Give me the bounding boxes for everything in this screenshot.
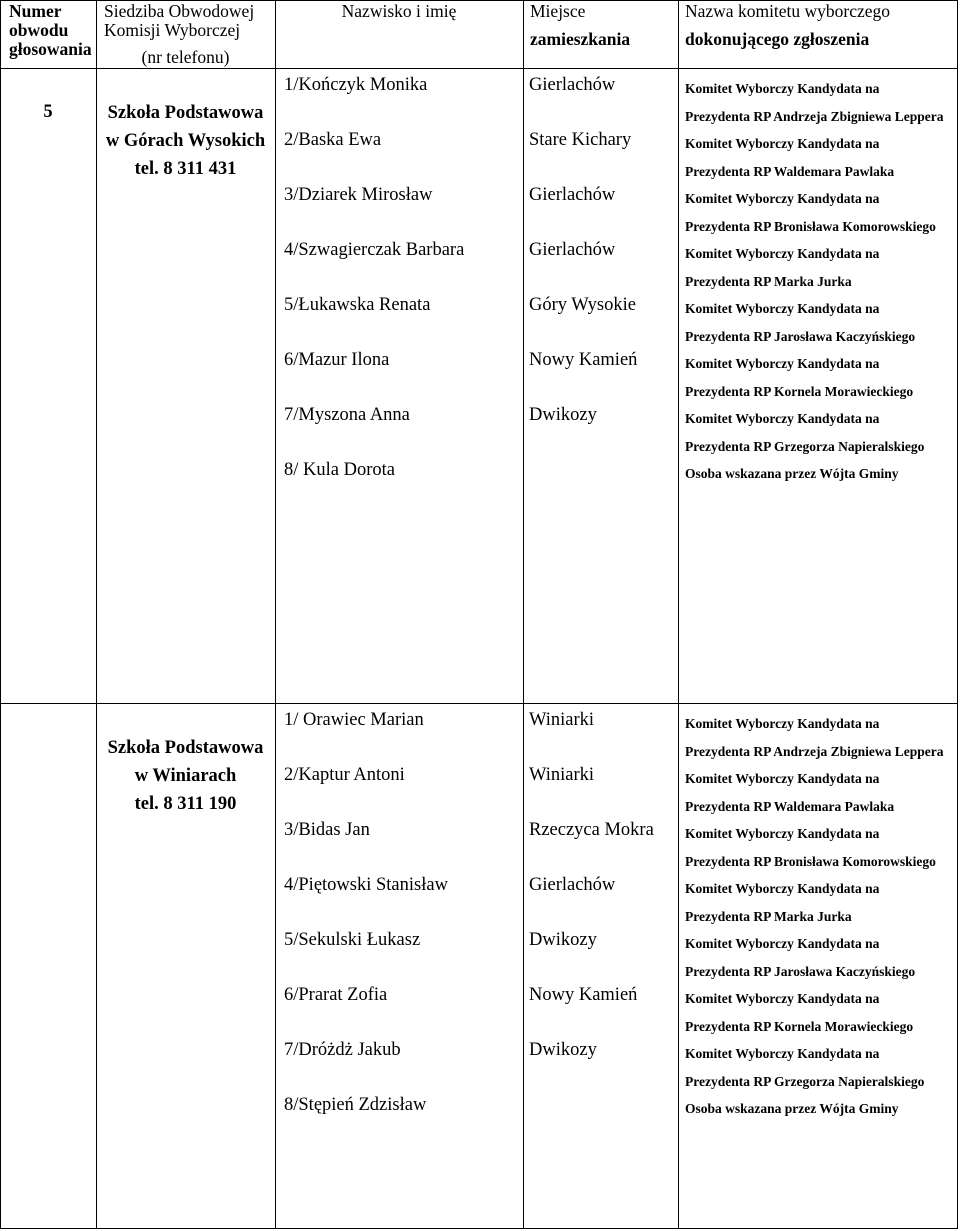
header-commission-seat [96,2,275,67]
committee-line: Komitet Wyborczy Kandydata na [685,136,880,151]
member-residence: Stare Kichary [529,130,632,150]
column-divider [523,0,524,1229]
member-residence: Gierlachów [529,875,616,895]
member-name: 2/Kaptur Antoni [284,765,405,785]
member-committee [678,240,958,295]
committee-line: Prezydenta RP Grzegorza Napieralskiego [685,438,925,454]
header-line: Miejsce [530,1,586,21]
header-divider [0,68,958,69]
member-row [275,765,958,820]
header-full-name [275,2,523,21]
committee-line: Komitet Wyborczy Kandydata na [685,356,880,371]
header-line: Numer [9,1,62,21]
member-committee [678,1040,958,1095]
member-name: 3/Bidas Jan [284,820,370,840]
member-name: 6/Mazur Ilona [284,350,390,370]
member-committee [678,765,958,820]
member-committee [678,295,958,350]
member-row [275,710,958,765]
member-committee [678,985,958,1040]
member-committee [678,875,958,930]
member-row [275,130,958,185]
member-row [275,875,958,930]
committee-line: Komitet Wyborczy Kandydata na [685,716,880,731]
header-district-number [9,2,92,59]
section-divider [0,703,958,704]
member-name: 4/Szwagierczak Barbara [284,240,465,260]
member-name: 6/Prarat Zofia [284,985,388,1005]
header-line: Siedziba Obwodowej [104,1,255,21]
member-row [275,405,958,460]
member-name: 1/Kończyk Monika [284,75,428,95]
committee-line: Komitet Wyborczy Kandydata na [685,991,880,1006]
member-row [275,460,958,515]
committee-line: Komitet Wyborczy Kandydata na [685,1046,880,1061]
member-row [275,1040,958,1095]
member-name: 1/ Orawiec Marian [284,710,424,730]
commission-section [0,703,958,1228]
committee-line: Komitet Wyborczy Kandydata na [685,301,880,316]
seat-phone: tel. 8 311 190 [134,794,237,814]
member-residence: Dwikozy [529,405,597,425]
committee-line: Komitet Wyborczy Kandydata na [685,246,880,261]
committee-line: Prezydenta RP Andrzeja Zbigniewa Leppera [685,743,944,759]
member-committee [678,820,958,875]
committee-line: Komitet Wyborczy Kandydata na [685,826,880,841]
committee-line: Prezydenta RP Bronisława Komorowskiego [685,218,936,234]
committee-line: Prezydenta RP Kornela Morawieckiego [685,383,914,399]
seat-line: Szkoła Podstawowa [107,738,264,758]
committee-line: Prezydenta RP Bronisława Komorowskiego [685,853,936,869]
member-name: 3/Dziarek Mirosław [284,185,433,205]
column-divider [678,0,679,1229]
member-committee [678,185,958,240]
member-name: 8/ Kula Dorota [284,460,395,480]
header-line: Komisji Wyborczej [104,20,241,40]
member-residence: Winiarki [529,765,595,785]
member-name: 5/Sekulski Łukasz [284,930,421,950]
committee-line: Komitet Wyborczy Kandydata na [685,771,880,786]
committee-line: Komitet Wyborczy Kandydata na [685,881,880,896]
member-row [275,350,958,405]
member-row [275,185,958,240]
seat-line: Szkoła Podstawowa [107,103,264,123]
table-border-left [0,0,1,1229]
member-committee [678,75,958,130]
member-row [275,1095,958,1150]
member-name: 2/Baska Ewa [284,130,382,150]
member-row [275,295,958,350]
member-row [275,930,958,985]
table-border-bottom [0,1228,958,1229]
commission-seat [96,99,275,183]
committee-line: Komitet Wyborczy Kandydata na [685,191,880,206]
member-row [275,240,958,295]
commission-section [0,68,958,703]
header-line: zamieszkania [530,29,631,49]
seat-line: w Górach Wysokich [105,131,266,151]
committee-line: Osoba wskazana przez Wójta Gminy [685,466,899,481]
member-committee [678,710,958,765]
member-row [275,75,958,130]
committee-line: Prezydenta RP Jarosława Kaczyńskiego [685,328,916,344]
member-residence: Nowy Kamień [529,985,638,1005]
committee-line: Komitet Wyborczy Kandydata na [685,936,880,951]
committee-line: Komitet Wyborczy Kandydata na [685,411,880,426]
header-line: głosowania [9,39,92,59]
member-list [275,75,958,515]
column-divider [96,0,97,1229]
member-name: 4/Piętowski Stanisław [284,875,448,895]
district-number: 5 [43,102,53,122]
member-name: 5/Łukawska Renata [284,295,431,315]
member-committee [678,405,958,460]
header-line: Nazwisko i imię [341,1,457,21]
member-committee [678,1095,958,1123]
table-border-top [0,0,958,1]
header-line: obwodu [9,20,69,40]
member-residence: Rzeczyca Mokra [529,820,654,840]
committee-line: Osoba wskazana przez Wójta Gminy [685,1101,899,1116]
member-residence: Dwikozy [529,930,597,950]
seat-line: w Winiarach [134,766,237,786]
member-row [275,985,958,1040]
committee-line: Prezydenta RP Jarosława Kaczyńskiego [685,963,916,979]
committee-line: Prezydenta RP Kornela Morawieckiego [685,1018,914,1034]
member-row [275,820,958,875]
commission-seat [96,734,275,818]
member-committee [678,930,958,985]
header-line: Nazwa komitetu wyborczego [685,1,891,21]
member-name: 8/Stępień Zdzisław [284,1095,427,1115]
seat-phone: tel. 8 311 431 [134,159,237,179]
member-committee [678,350,958,405]
committee-line: Prezydenta RP Waldemara Pawlaka [685,163,895,179]
committee-line: Komitet Wyborczy Kandydata na [685,81,880,96]
table-border-right [957,0,958,1229]
member-residence: Nowy Kamień [529,350,638,370]
member-name: 7/Myszona Anna [284,405,410,425]
committee-line: Prezydenta RP Andrzeja Zbigniewa Leppera [685,108,944,124]
member-residence: Gierlachów [529,240,616,260]
header-residence [530,2,630,49]
committee-line: Prezydenta RP Marka Jurka [685,273,852,289]
member-committee [678,460,958,488]
member-list [275,710,958,1150]
member-residence: Gierlachów [529,185,616,205]
member-name: 7/Dróżdż Jakub [284,1040,401,1060]
committee-line: Prezydenta RP Grzegorza Napieralskiego [685,1073,925,1089]
header-line: dokonującego zgłoszenia [685,29,870,49]
header-committee [685,2,890,49]
header-line: (nr telefonu) [141,47,230,67]
member-committee [678,130,958,185]
column-divider [275,0,276,1229]
committee-line: Prezydenta RP Waldemara Pawlaka [685,798,895,814]
member-residence: Góry Wysokie [529,295,636,315]
member-residence: Dwikozy [529,1040,597,1060]
committee-line: Prezydenta RP Marka Jurka [685,908,852,924]
member-residence: Gierlachów [529,75,616,95]
member-residence: Winiarki [529,710,595,730]
